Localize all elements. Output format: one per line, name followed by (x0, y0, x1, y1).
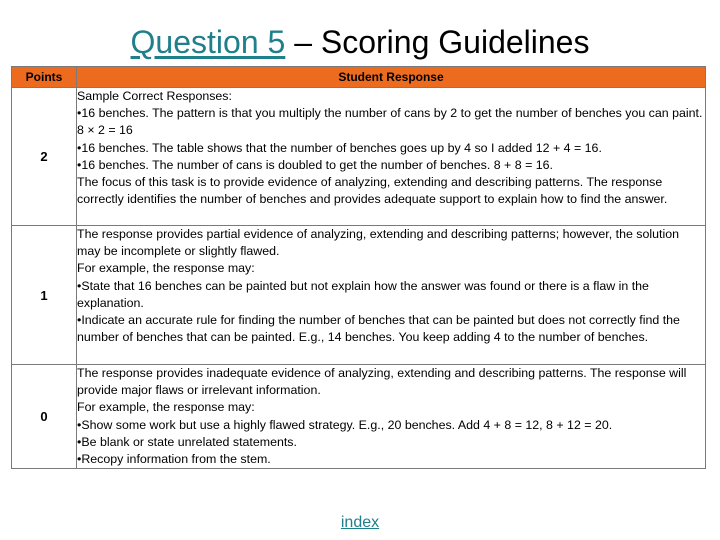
bullet-item: • 16 benches. The pattern is that you multiply the number of cans by 2 to get the number of benches you can paint. 8 × 2 = 16 (77, 105, 705, 139)
bullet-item: • 16 benches. The number of cans is doubled to get the number of benches. 8 + 8 = 16. (77, 157, 705, 174)
points-cell: 1 (12, 226, 77, 365)
table-row (12, 88, 706, 226)
table-row (12, 226, 706, 365)
response-line: The focus of this task is to provide evidence of analyzing, extending and describing patterns. The response correctly identifies the number of benches and provides adequate support to explain how to find the answer. (77, 175, 668, 207)
bullet-item: • Indicate an accurate rule for finding the number of benches that can be painted but does not correctly find the number of benches that can be painted. E.g., 14 benches. You keep adding 4 to the number of benches. (77, 312, 705, 346)
index-link[interactable]: index (340, 514, 380, 531)
bullet-item: • State that 16 benches can be painted but not explain how the answer was found or there is a flaw in the explanation. (77, 278, 705, 312)
header-student-response: Student Response (77, 67, 706, 88)
response-line: The response provides inadequate evidence of analyzing, extending and describing patterns. The response will provide major flaws or irrelevant information. (77, 366, 687, 398)
table-header-row (12, 67, 706, 88)
response-line: For example, the response may: (77, 261, 255, 276)
scoring-table (11, 66, 706, 469)
header-points: Points (12, 67, 77, 88)
bullet-item: • 16 benches. The table shows that the number of benches goes up by 4 so I added 12 + 4 = 16. (77, 140, 705, 157)
response-line: The response provides partial evidence of analyzing, extending and describing patterns; however, the solution may be incomplete or slightly flawed. (77, 227, 680, 259)
table-row (12, 365, 706, 469)
response-line: Sample Correct Responses: (77, 89, 232, 103)
bullet-item: • Be blank or state unrelated statements. (77, 434, 705, 451)
points-cell: 2 (12, 88, 77, 226)
points-cell: 0 (12, 365, 77, 469)
response-cell (77, 88, 706, 226)
response-line: For example, the response may: (77, 400, 255, 415)
response-cell (77, 226, 706, 365)
response-cell (77, 365, 706, 469)
footer (0, 514, 720, 532)
bullet-item: • Recopy information from the stem. (77, 451, 705, 468)
title-suffix: – Scoring Guidelines (285, 24, 590, 60)
page-title (0, 22, 720, 62)
bullet-item: • Show some work but use a highly flawed strategy. E.g., 20 benches. Add 4 + 8 = 12, 8 + 12 = 20. (77, 417, 705, 434)
question-5-link[interactable]: Question 5 (130, 24, 286, 60)
